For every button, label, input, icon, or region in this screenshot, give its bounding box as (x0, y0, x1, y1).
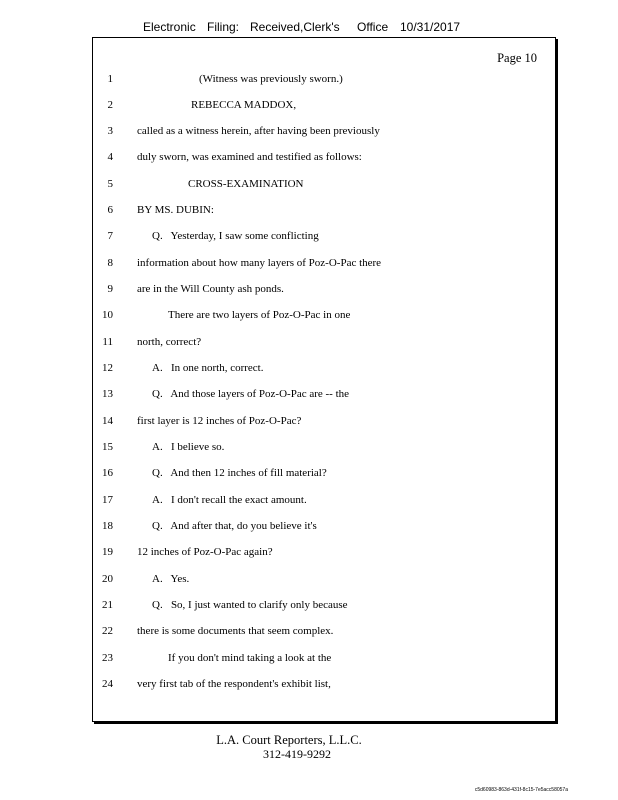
line-text: BY MS. DUBIN: (137, 204, 214, 216)
transcript-line (93, 625, 553, 651)
line-text: A. In one north, correct. (152, 362, 264, 374)
line-number: 17 (102, 494, 113, 506)
transcript-line (93, 678, 553, 704)
line-number: 10 (102, 309, 113, 321)
transcript-line (93, 441, 553, 467)
footer-company: L.A. Court Reporters, L.L.C. (216, 733, 362, 747)
line-number: 15 (102, 441, 113, 453)
transcript-line (93, 494, 553, 520)
transcript-line (93, 151, 553, 177)
line-text: are in the Will County ash ponds. (137, 283, 284, 295)
filing-header (0, 20, 618, 38)
line-text: A. Yes. (152, 573, 190, 585)
line-number: 20 (102, 573, 113, 585)
line-text: There are two layers of Poz-O-Pac in one (168, 309, 351, 321)
transcript-line (93, 467, 553, 493)
filing-header-received: Received,Clerk's (250, 20, 340, 34)
transcript-line (93, 125, 553, 151)
filing-header-office: Office (357, 20, 389, 34)
line-number: 5 (107, 178, 113, 190)
transcript-line (93, 520, 553, 546)
transcript-line (93, 283, 553, 309)
line-number: 16 (102, 467, 113, 479)
transcript-line (93, 573, 553, 599)
footer-phone: 312-419-9292 (263, 747, 331, 761)
line-text: information about how many layers of Poz-O-Pac there (137, 257, 382, 269)
line-number: 9 (107, 283, 113, 295)
line-text: called as a witness herein, after having been previously (137, 125, 380, 137)
transcript-line (93, 362, 553, 388)
line-text: duly sworn, was examined and testified as follows: (137, 151, 362, 163)
line-text: Q. So, I just wanted to clarify only because (152, 599, 348, 611)
line-number: 18 (102, 520, 113, 532)
transcript-line (93, 415, 553, 441)
line-number: 3 (107, 125, 113, 137)
line-number: 23 (102, 652, 113, 664)
transcript-line (93, 599, 553, 625)
line-number: 7 (107, 230, 113, 242)
line-number: 8 (107, 257, 113, 269)
transcript-line (93, 178, 553, 204)
document-hash: c5d60983-863d-431f-8c15-7e5acc58057a (474, 787, 568, 793)
line-text: north, correct? (137, 336, 202, 348)
line-text: If you don't mind taking a look at the (168, 652, 332, 664)
transcript-line (93, 230, 553, 256)
filing-header-date: 10/31/2017 (400, 20, 461, 34)
line-number: 21 (102, 599, 113, 611)
line-text: Q. And those layers of Poz-O-Pac are -- the (152, 388, 350, 400)
line-number: 24 (102, 678, 113, 690)
transcript-line (93, 73, 553, 99)
line-text: (Witness was previously sworn.) (199, 73, 343, 85)
transcript-line (93, 546, 553, 572)
page-number: Page 10 (497, 51, 537, 65)
filing-header-filing: Filing: (207, 20, 240, 34)
transcript-line (93, 652, 553, 678)
transcript-line (93, 388, 553, 414)
transcript-line (93, 204, 553, 230)
line-text: Q. And then 12 inches of fill material? (152, 467, 327, 479)
line-number: 1 (107, 73, 113, 85)
transcript-line (93, 336, 553, 362)
transcript-line (93, 99, 553, 125)
line-number: 4 (107, 151, 113, 163)
line-text: A. I don't recall the exact amount. (152, 494, 307, 506)
line-number: 13 (102, 388, 113, 400)
line-number: 11 (102, 336, 113, 348)
line-text: Q. Yesterday, I saw some conflicting (152, 230, 319, 242)
line-number: 14 (102, 415, 113, 427)
line-number: 19 (102, 546, 113, 558)
filing-header-electronic: Electronic (143, 20, 196, 34)
line-text: REBECCA MADDOX, (191, 99, 297, 111)
line-number: 12 (102, 362, 113, 374)
line-text: Q. And after that, do you believe it's (152, 520, 317, 532)
line-text: there is some documents that seem complex. (137, 625, 334, 637)
line-text: first layer is 12 inches of Poz-O-Pac? (137, 415, 302, 427)
line-text: very first tab of the respondent's exhibit list, (137, 678, 331, 690)
line-number: 2 (107, 99, 113, 111)
transcript-page (92, 37, 556, 722)
transcript-line (93, 257, 553, 283)
line-text: CROSS-EXAMINATION (188, 178, 304, 190)
line-number: 22 (102, 625, 113, 637)
line-number: 6 (107, 204, 113, 216)
line-text: A. I believe so. (152, 441, 225, 453)
line-text: 12 inches of Poz-O-Pac again? (137, 546, 273, 558)
transcript-line (93, 309, 553, 335)
